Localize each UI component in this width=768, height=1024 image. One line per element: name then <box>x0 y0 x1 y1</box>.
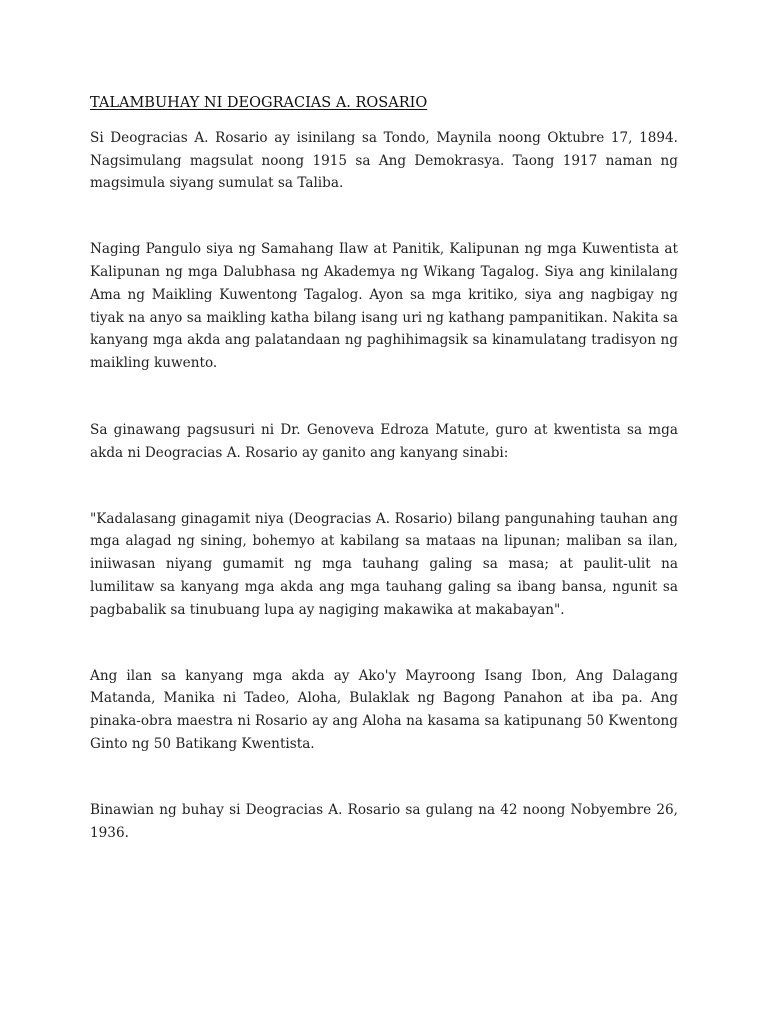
document-title: TALAMBUHAY NI DEOGRACIAS A. ROSARIO <box>90 95 428 111</box>
paragraph-quote: "Kadalasang ginagamit niya (Deogracias A. Rosario) bilang pangunahing tauhan ang mga alagad ng sining, bohemyo at kabilang sa mataas na lipunan; maliban sa ilan, iniiwasan niyang gumamit ng mga tauhang galing sa masa; at paulit-ulit na lumilitaw sa kanyang mga akda ang mga tauhang galing sa ibang bansa, ngunit sa pagbabalik sa tinubuang lupa ay nagiging makawika at makabayan". <box>90 510 678 618</box>
document-page <box>90 92 678 844</box>
paragraph-critique-intro: Sa ginawang pagsusuri ni Dr. Genoveva Edroza Matute, guro at kwentista sa mga akda ni Deogracias A. Rosario ay ganito ang kanyang sinabi: <box>90 421 678 461</box>
paragraph-birth: Si Deogracias A. Rosario ay isinilang sa Tondo, Maynila noong Oktubre 17, 1894. Nagsimulang magsulat noong 1915 sa Ang Demokrasya. Taong 1917 naman ng magsimula siyang sumulat sa Taliba. <box>90 129 678 192</box>
paragraph-works: Ang ilan sa kanyang mga akda ay Ako'y Mayroong Isang Ibon, Ang Dalagang Matanda, Manika ni Tadeo, Aloha, Bulaklak ng Bagong Panahon at iba pa. Ang pinaka-obra maestra ni Rosario ay ang Aloha na kasama sa katipunang 50 Kwentong Ginto ng 50 Batikang Kwentista. <box>90 667 678 752</box>
paragraph-career: Naging Pangulo siya ng Samahang Ilaw at Panitik, Kalipunan ng mga Kuwentista at Kalipunan ng mga Dalubhasa ng Akademya ng Wikang Tagalog. Siya ang kinilalang Ama ng Maikling Kuwentong Tagalog. Ayon sa mga kritiko, siya ang nagbigay ng tiyak na anyo sa maikling katha bilang isang uri ng kathang pampanitikan. Nakita sa kanyang mga akda ang palatandaan ng paghihimagsik sa kinamulatang tradisyon ng maikling kuwento. <box>90 241 678 372</box>
paragraph-death: Binawian ng buhay si Deogracias A. Rosario sa gulang na 42 noong Nobyembre 26, 1936. <box>90 801 678 841</box>
